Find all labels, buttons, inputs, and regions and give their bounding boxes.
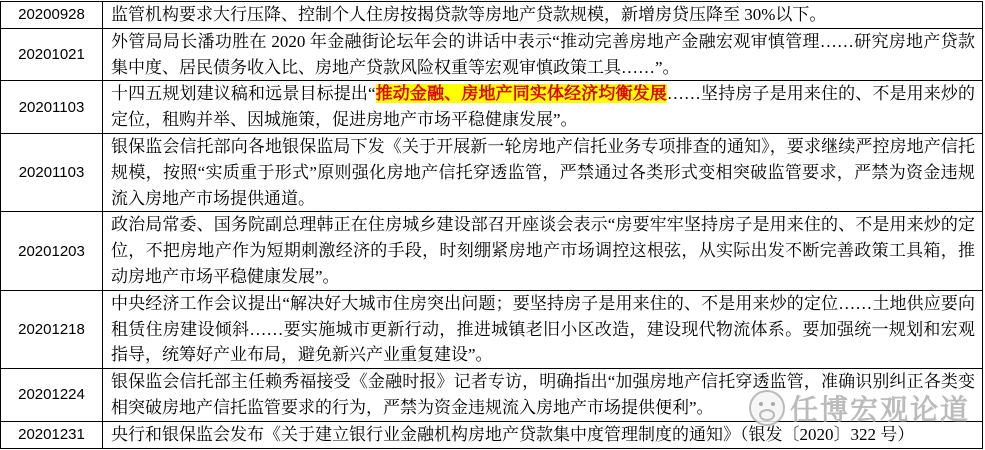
date-cell: 20201021 (1, 28, 103, 81)
content-text: 外管局局长潘功胜在 2020 年金融街论坛年会的讲话中表示“推动完善房地产金融宏观审慎管理……研究房地产贷款集中度、居民债务收入比、房地产贷款风险权重等宏观审慎政策工具……”。 (111, 31, 975, 77)
table-row (1, 212, 983, 290)
content-cell (103, 290, 983, 368)
content-text: ……坚持房子是用来住的、不是用来炒的定位，租购并举、因城施策，促进房地产市场平稳健康发展”。 (111, 84, 976, 130)
content-text: 十四五规划建议稿和远景目标提出“ (111, 84, 376, 104)
content-text: 监管机构要求大行压降、控制个人住房按揭贷款等房地产贷款规模，新增房贷压降至 30%以下。 (111, 5, 827, 24)
content-cell (103, 81, 983, 134)
content-text: 中央经济工作会议提出“解决好大城市住房突出问题；要坚持房子是用来住的、不是用来炒的定位……土地供应要向租赁住房建设倾斜……要实施城市更新行动，推进城镇老旧小区改造，建设现代物流体系。要加强统一规划和宏观指导，统筹好产业布局，避免新兴产业重复建设”。 (111, 293, 975, 365)
table-row (1, 2, 983, 29)
content-text: 政治局常委、国务院副总理韩正在住房城乡建设部召开座谈会表示“房要牢牢坚持房子是用来住的、不是用来炒的定位，不把房地产作为短期刺激经济的手段，时刻绷紧房地产市场调控这根弦，从实际出发不断完善政策工具箱，推动房地产市场平稳健康发展”。 (111, 215, 975, 286)
content-cell (103, 133, 983, 211)
content-text: 银保监会信托部向各地银保监局下发《关于开展新一轮房地产信托业务专项排查的通知》，要求继续严控房地产信托规模，按照“实质重于形式”原则强化房地产信托穿透监管，严禁通过各类形式变相突破监管要求，严禁为资金违规流入房地产市场提供通道。 (111, 136, 975, 208)
content-cell (103, 212, 983, 290)
date-cell: 20201103 (1, 133, 103, 211)
date-cell: 20201224 (1, 369, 103, 422)
content-cell (103, 28, 983, 81)
table-row (1, 421, 983, 448)
table-row (1, 133, 983, 211)
policy-timeline-page (0, 1, 985, 450)
policy-table (0, 1, 983, 449)
table-row (1, 81, 983, 134)
content-cell (103, 2, 983, 29)
table-row (1, 290, 983, 368)
date-cell: 20201103 (1, 81, 103, 134)
date-cell: 20201218 (1, 290, 103, 368)
content-cell (103, 369, 983, 422)
content-text: 银保监会信托部主任赖秀福接受《金融时报》记者专访，明确指出“加强房地产信托穿透监管，准确识别纠正各类变相突破房地产信托监管要求的行为，严禁为资金违规流入房地产市场提供便利”。 (111, 372, 975, 417)
watermark-text: 任博宏观论道 (790, 394, 971, 425)
highlighted-text: 推动金融、房地产同实体经济均衡发展 (375, 84, 667, 104)
content-cell (103, 421, 983, 448)
policy-table-body (1, 2, 983, 449)
table-row (1, 369, 983, 422)
date-cell: 20201231 (1, 421, 103, 448)
date-cell: 20201203 (1, 212, 103, 290)
table-row (1, 28, 983, 81)
date-cell: 20200928 (1, 2, 103, 29)
content-text: 央行和银保监会发布《关于建立银行业金融机构房地产贷款集中度管理制度的通知》（银发〔2020〕322 号） (111, 424, 915, 444)
